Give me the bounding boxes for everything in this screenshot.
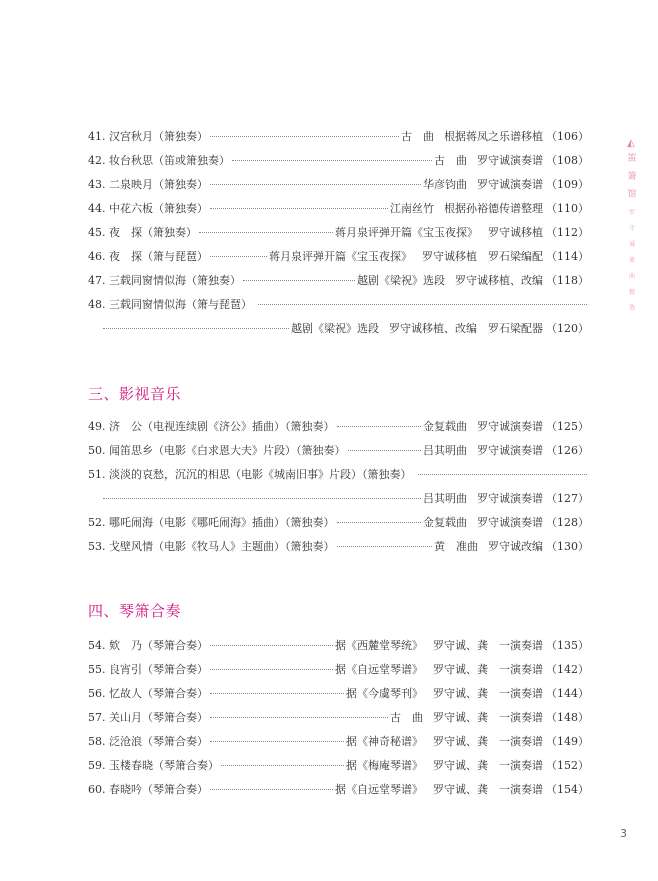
entry-source: 黄 准曲 (434, 540, 478, 553)
toc-entry-50[interactable] (88, 444, 589, 458)
entry-page: （120） (546, 322, 589, 335)
toc-entry-60[interactable] (88, 783, 589, 797)
entry-note: 罗守诚演奏谱 (477, 154, 543, 167)
leader-dots (103, 328, 289, 329)
toc-entry-52[interactable] (88, 516, 589, 530)
toc-entry-54[interactable] (88, 639, 589, 653)
entry-note: 罗守诚、龚 一演奏谱 (433, 735, 543, 748)
toc-entry-46[interactable] (88, 250, 589, 264)
entry-note: 罗守诚演奏谱 (477, 516, 543, 529)
entry-page: （135） (546, 639, 589, 652)
entry-note: 罗守诚移植 (488, 226, 543, 239)
entry-note: 根据蒋凤之乐谱移植 (444, 130, 543, 143)
leader-dots (210, 669, 333, 670)
entry-note: 罗守诚演奏谱 (477, 444, 543, 457)
entry-title: 59. 玉楼春晓（琴箫合奏） (88, 759, 219, 772)
entry-page: （148） (546, 711, 589, 724)
entry-title: 55. 良宵引（琴箫合奏） (88, 663, 208, 676)
toc-entry-49[interactable] (88, 420, 589, 434)
entry-title: 45. 夜 探（箫独奏） (88, 226, 197, 239)
leader-dots (210, 789, 333, 790)
entry-page: （152） (546, 759, 589, 772)
toc-entry-56[interactable] (88, 687, 589, 701)
entry-title: 58. 泛沧浪（琴箫合奏） (88, 735, 208, 748)
entry-source: 越剧《梁祝》选段 (357, 274, 445, 287)
toc-entry-41[interactable] (88, 130, 589, 144)
entry-page: （127） (546, 492, 589, 505)
leader-dots (210, 693, 344, 694)
leader-dots (210, 717, 388, 718)
entry-title: 60. 春晓吟（琴箫合奏） (88, 783, 208, 796)
entry-note: 罗守诚移植、改编 罗石梁配器 (389, 322, 543, 335)
entry-title: 42. 妆台秋思（笛或箫独奏） (88, 154, 230, 167)
entry-source: 古 曲 (434, 154, 467, 167)
entry-source: 金复载曲 (423, 420, 467, 433)
entry-title: 54. 欸 乃（琴箫合奏） (88, 639, 208, 652)
entry-source: 据《自远堂琴谱》 (335, 783, 423, 796)
entry-title: 41. 汉宫秋月（箫独奏） (88, 130, 208, 143)
toc-entry-48[interactable] (88, 298, 589, 312)
entry-page: （130） (546, 540, 589, 553)
toc-entry-44[interactable] (88, 202, 589, 216)
entry-note: 罗守诚演奏谱 (477, 178, 543, 191)
entry-page: （110） (546, 202, 589, 215)
leader-dots (199, 232, 333, 233)
entry-note: 罗守诚、龚 一演奏谱 (433, 711, 543, 724)
entry-source: 据《神奇秘谱》 (346, 735, 423, 748)
entry-source: 吕其明曲 (423, 444, 467, 457)
entry-source: 蒋月泉评弹开篇《宝玉夜探》 (335, 226, 478, 239)
toc-entry-53[interactable] (88, 540, 589, 554)
entry-source: 华彦钧曲 (423, 178, 467, 191)
leader-dots (103, 498, 421, 499)
entry-note: 罗守诚、龚 一演奏谱 (433, 783, 543, 796)
entry-note: 罗守诚移植 罗石梁编配 (422, 250, 543, 263)
leader-dots (348, 450, 422, 451)
page-number: 3 (620, 827, 627, 840)
toc-entry-55[interactable] (88, 663, 589, 677)
toc-entry-47[interactable] (88, 274, 589, 288)
entry-page: （118） (546, 274, 589, 287)
entry-page: （149） (546, 735, 589, 748)
toc-entry-57[interactable] (88, 711, 589, 725)
leader-dots (210, 208, 388, 209)
leader-dots (337, 426, 422, 427)
entry-source: 据《西麓堂琴统》 (335, 639, 423, 652)
leader-dots (337, 522, 422, 523)
toc-entry-45[interactable] (88, 226, 589, 240)
entry-title: 51. 淡淡的哀愁，沉沉的相思（电影《城南旧事》片段）（箫独奏） (88, 468, 412, 481)
entry-source: 据《今虞琴刊》 (346, 687, 423, 700)
entry-note: 罗守诚、龚 一演奏谱 (433, 639, 543, 652)
toc-entry-48-cont[interactable] (103, 322, 589, 336)
entry-title: 52. 哪吒闹海（电影《哪吒闹海》插曲）（箫独奏） (88, 516, 335, 529)
entry-title: 47. 三载同窗情似海（箫独奏） (88, 274, 241, 287)
entry-note: 罗守诚、龚 一演奏谱 (433, 759, 543, 772)
brand-subtitle: 罗 守 诚 箫 曲 精 选 (627, 208, 635, 315)
leader-dots (258, 304, 587, 305)
entry-title: 49. 济 公（电视连续剧《济公》插曲）（箫独奏） (88, 420, 335, 433)
entry-source: 吕其明曲 (423, 492, 467, 505)
entry-note: 罗守诚演奏谱 (477, 420, 543, 433)
entry-title: 53. 戈壁风情（电影《牧马人》主题曲）（箫独奏） (88, 540, 335, 553)
entry-note: 根据孙裕德传谱整理 (444, 202, 543, 215)
entry-source: 金复载曲 (423, 516, 467, 529)
section-heading-qin-xiao-ensemble: 四、琴箫合奏 (88, 602, 182, 620)
entry-source: 越剧《梁祝》选段 (291, 322, 379, 335)
entry-source: 据《梅庵琴谱》 (346, 759, 423, 772)
entry-note: 罗守诚改编 (488, 540, 543, 553)
entry-note: 罗守诚演奏谱 (477, 492, 543, 505)
toc-entry-59[interactable] (88, 759, 589, 773)
entry-page: （114） (546, 250, 589, 263)
leader-dots (210, 645, 333, 646)
entry-source: 蒋月泉评弹开篇《宝玉夜探》 (269, 250, 412, 263)
entry-note: 罗守诚移植、改编 (455, 274, 543, 287)
brand-title: 笛 箫 馆 (625, 153, 636, 201)
entry-page: （144） (546, 687, 589, 700)
entry-title: 48. 三载同窗情似海（箫与琵琶） (88, 298, 252, 311)
toc-entry-51-cont[interactable] (103, 492, 589, 506)
entry-page: （106） (546, 130, 589, 143)
entry-note: 罗守诚、龚 一演奏谱 (433, 663, 543, 676)
entry-page: （108） (546, 154, 589, 167)
entry-title: 50. 闻笛思乡（电影《白求恩大夫》片段）（箫独奏） (88, 444, 346, 457)
entry-note: 罗守诚、龚 一演奏谱 (433, 687, 543, 700)
entry-page: （109） (546, 178, 589, 191)
entry-page: （126） (546, 444, 589, 457)
entry-page: （112） (546, 226, 589, 239)
brand-logo-icon: ◭ (627, 138, 635, 149)
entry-page: （154） (546, 783, 589, 796)
entry-source: 江南丝竹 (390, 202, 434, 215)
entry-source: 据《自远堂琴谱》 (335, 663, 423, 676)
leader-dots (221, 765, 344, 766)
sidebar-brand (623, 139, 639, 314)
leader-dots (210, 136, 399, 137)
entry-title: 46. 夜 探（箫与琵琶） (88, 250, 208, 263)
entry-page: （125） (546, 420, 589, 433)
toc-entry-58[interactable] (88, 735, 589, 749)
leader-dots (243, 280, 355, 281)
entry-title: 44. 中花六板（箫独奏） (88, 202, 208, 215)
toc-entry-51[interactable] (88, 468, 589, 482)
toc-entry-42[interactable] (88, 154, 589, 168)
entry-title: 57. 关山月（琴箫合奏） (88, 711, 208, 724)
leader-dots (418, 474, 588, 475)
leader-dots (210, 741, 344, 742)
entry-title: 56. 忆故人（琴箫合奏） (88, 687, 208, 700)
leader-dots (210, 256, 267, 257)
leader-dots (210, 184, 421, 185)
leader-dots (337, 546, 433, 547)
toc-entry-43[interactable] (88, 178, 589, 192)
entry-page: （142） (546, 663, 589, 676)
entry-source: 古 曲 (401, 130, 434, 143)
entry-source: 古 曲 (390, 711, 423, 724)
leader-dots (232, 160, 432, 161)
section-heading-film-music: 三、影视音乐 (88, 385, 182, 403)
entry-page: （128） (546, 516, 589, 529)
entry-title: 43. 二泉映月（箫独奏） (88, 178, 208, 191)
